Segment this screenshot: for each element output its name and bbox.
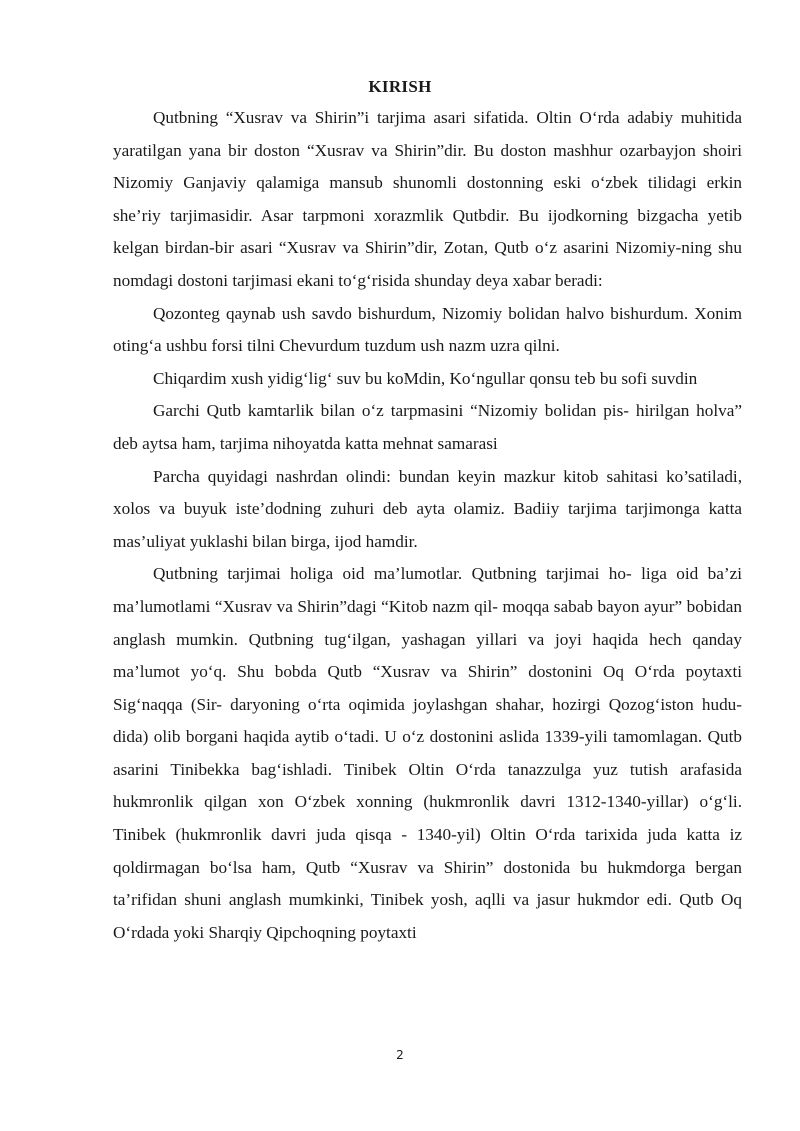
- paragraph: Qutbning “Xusrav va Shirin”i tarjima asari sifatida. Oltin O‘rda adabiy muhitida yaratilgan yana bir doston “Xusrav va Shirin”dir. Bu doston mashhur ozarbayjon shoiri Nizomiy Ganjaviy qalamiga mansub shunomli dostonning eski o‘zbek tilidagi erkin she’riy tarjimasidir. Asar tarpmoni xorazmlik Qutbdir. Bu ijodkorning bizgacha yetib kelgan birdan-bir asari “Xusrav va Shirin”dir, Zotan, Qutb o‘z asarini Nizomiy-ning shu nomdagi dostoni tarjimasi ekani to‘g‘risida shunday deya xabar beradi:: [113, 108, 742, 290]
- paragraph: Qozonteg qaynab ush savdo bishurdum, Nizomiy bolidan halvo bishurdum. Xonim oting‘a ushbu forsi tilni Chevurdum tuzdum ush nazm uzra qilni.: [113, 303, 742, 356]
- page-title: KIRISH: [368, 77, 432, 96]
- paragraph: Qutbning tarjimai holiga oid ma’lumotlar. Qutbning tarjimai ho- liga oid ba’zi ma’lumotlami “Xusrav va Shirin”dagi “Kitob nazm qil- moqqa sabab bayon ayur” bobidan anglash mumkin. Qutbning tug‘ilgan, yashagan yillari va joyi haqida hech qanday ma’lumot yo‘q. Shu bobda Qutb “Xusrav va Shirin” dostonini Oq O‘rda poytaxti Sig‘naqqa (Sir- daryoning o‘rta oqimida joylashgan shahar, hozirgi Qozog‘iston hudu- dida) olib borgani haqida aytib o‘tadi. U o‘z dostonini aslida 1339-yili tamomlagan. Qutb asarini Tinibekka bag‘ishladi. Tinibek Oltin O‘rda tanazzulga yuz tutish arafasida hukmronlik qilgan xon O‘zbek xonning (hukmronlik davri 1312-1340-yillar) o‘g‘li. Tinibek (hukmronlik davri juda qisqa - 1340-yil) Oltin O‘rda tarixida juda katta iz qoldirmagan bo‘lsa ham, Qutb “Xusrav va Shirin” dostonida bu hukmdorga bergan ta’rifidan shuni anglash mumkinki, Tinibek yosh, aqlli va jasur hukmdor edi. Qutb Oq O‘rdada yoki Sharqiy Qipchoqning poytaxti: [113, 564, 742, 942]
- paragraph: Garchi Qutb kamtarlik bilan o‘z tarpmasini “Nizomiy bolidan pis- hirilgan holva” deb aytsa ham, tarjima nihoyatda katta mehnat samarasi: [113, 401, 742, 453]
- page-number: 2: [396, 1048, 404, 1062]
- paragraph: Parcha quyidagi nashrdan olindi: bundan keyin mazkur kitob sahitasi ko’satiladi, xolos va buyuk iste’dodning zuhuri deb ayta olamiz. Badiiy tarjima tarjimonga katta mas’uliyat yuklashi bilan birga, ijod hamdir.: [113, 466, 742, 551]
- body-text: [113, 102, 742, 949]
- paragraph: Chiqardim xush yidig‘lig‘ suv bu koMdin, Ko‘ngullar qonsu teb bu sofi suvdin: [153, 368, 698, 388]
